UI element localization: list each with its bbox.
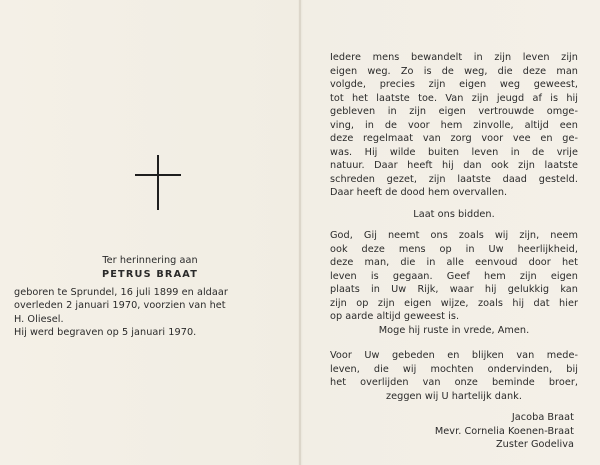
bio-line: geboren te Sprundel, 16 juli 1899 en aldaar xyxy=(14,286,228,298)
prayer-line: leven is gegaan. Geef hem zijn eigen xyxy=(330,270,578,282)
meditation-line: natuur. Daar heeft hij dan ook zijn laatste xyxy=(330,160,578,171)
bio-line: H. Oliesel. xyxy=(14,313,64,325)
prayer-intro: Laat ons bidden. xyxy=(413,208,495,220)
cross-icon xyxy=(135,155,181,210)
meditation-line: was. Hij wilde buiten leven in de vrije xyxy=(330,146,578,158)
prayer-close: Moge hij ruste in vrede, Amen. xyxy=(378,324,530,336)
meditation-line: schreden gezet, zijn laatste daad gesteld. xyxy=(330,173,578,185)
right-page xyxy=(330,51,578,452)
signatory: Zuster Godeliva xyxy=(496,439,574,450)
meditation-line: gebleven in zijn eigen vertrouwde omge- xyxy=(330,106,578,117)
prayer-line: plaats in Uw Rijk, waar hij gelukkig kan xyxy=(330,284,578,295)
cross-horizontal-bar xyxy=(135,174,181,176)
intro-text: Ter herinnering aan xyxy=(102,255,198,266)
card-fold xyxy=(299,0,301,465)
left-page xyxy=(14,254,286,339)
prayer-line: God, Gij neemt ons zoals wij zijn, neem xyxy=(330,230,578,241)
meditation-line: Iedere mens bewandelt in zijn leven zijn xyxy=(330,52,578,63)
meditation-line: tot het laatste toe. Van zijn jeugd af is hij xyxy=(330,92,578,104)
thanks-line: het overlijden van onze beminde broer, xyxy=(330,377,578,388)
meditation-line: deze regelmaat van zorg voor vee en ge- xyxy=(330,133,578,144)
signatory: Mevr. Cornelia Koenen-Braat xyxy=(434,425,574,437)
deceased-name: PETRUS BRAAT xyxy=(101,269,199,281)
bio-line: Hij werd begraven op 5 januari 1970. xyxy=(14,327,197,339)
meditation-line: Daar heeft de dood hem overvallen. xyxy=(330,187,508,198)
meditation-line: eigen weg. Zo is de weg, die deze man xyxy=(330,65,578,77)
meditation-line: volgde, precies zijn eigen weg geweest, xyxy=(330,79,578,90)
prayer-line: zijn op zijn eigen wijze, zoals hij dat hier xyxy=(330,297,578,309)
cross-vertical-bar xyxy=(157,155,159,210)
prayer-line: op aarde altijd geweest is. xyxy=(330,311,460,322)
thanks-line: zeggen wij U hartelijk dank. xyxy=(386,390,522,402)
thanks-line: leven, die wij mochten ondervinden, bij xyxy=(330,363,578,375)
signatory: Jacoba Braat xyxy=(511,412,574,423)
prayer-line: deze man, die in alle eenvoud door het xyxy=(330,257,578,268)
bio-line: overleden 2 januari 1970, voorzien van het xyxy=(14,300,226,312)
thanks-line: Voor Uw gebeden en blijken van mede- xyxy=(330,350,578,361)
meditation-line: ving, in de voor hem zinvolle, altijd een xyxy=(330,119,578,131)
prayer-line: ook deze mens op in Uw heerlijkheid, xyxy=(330,243,578,255)
